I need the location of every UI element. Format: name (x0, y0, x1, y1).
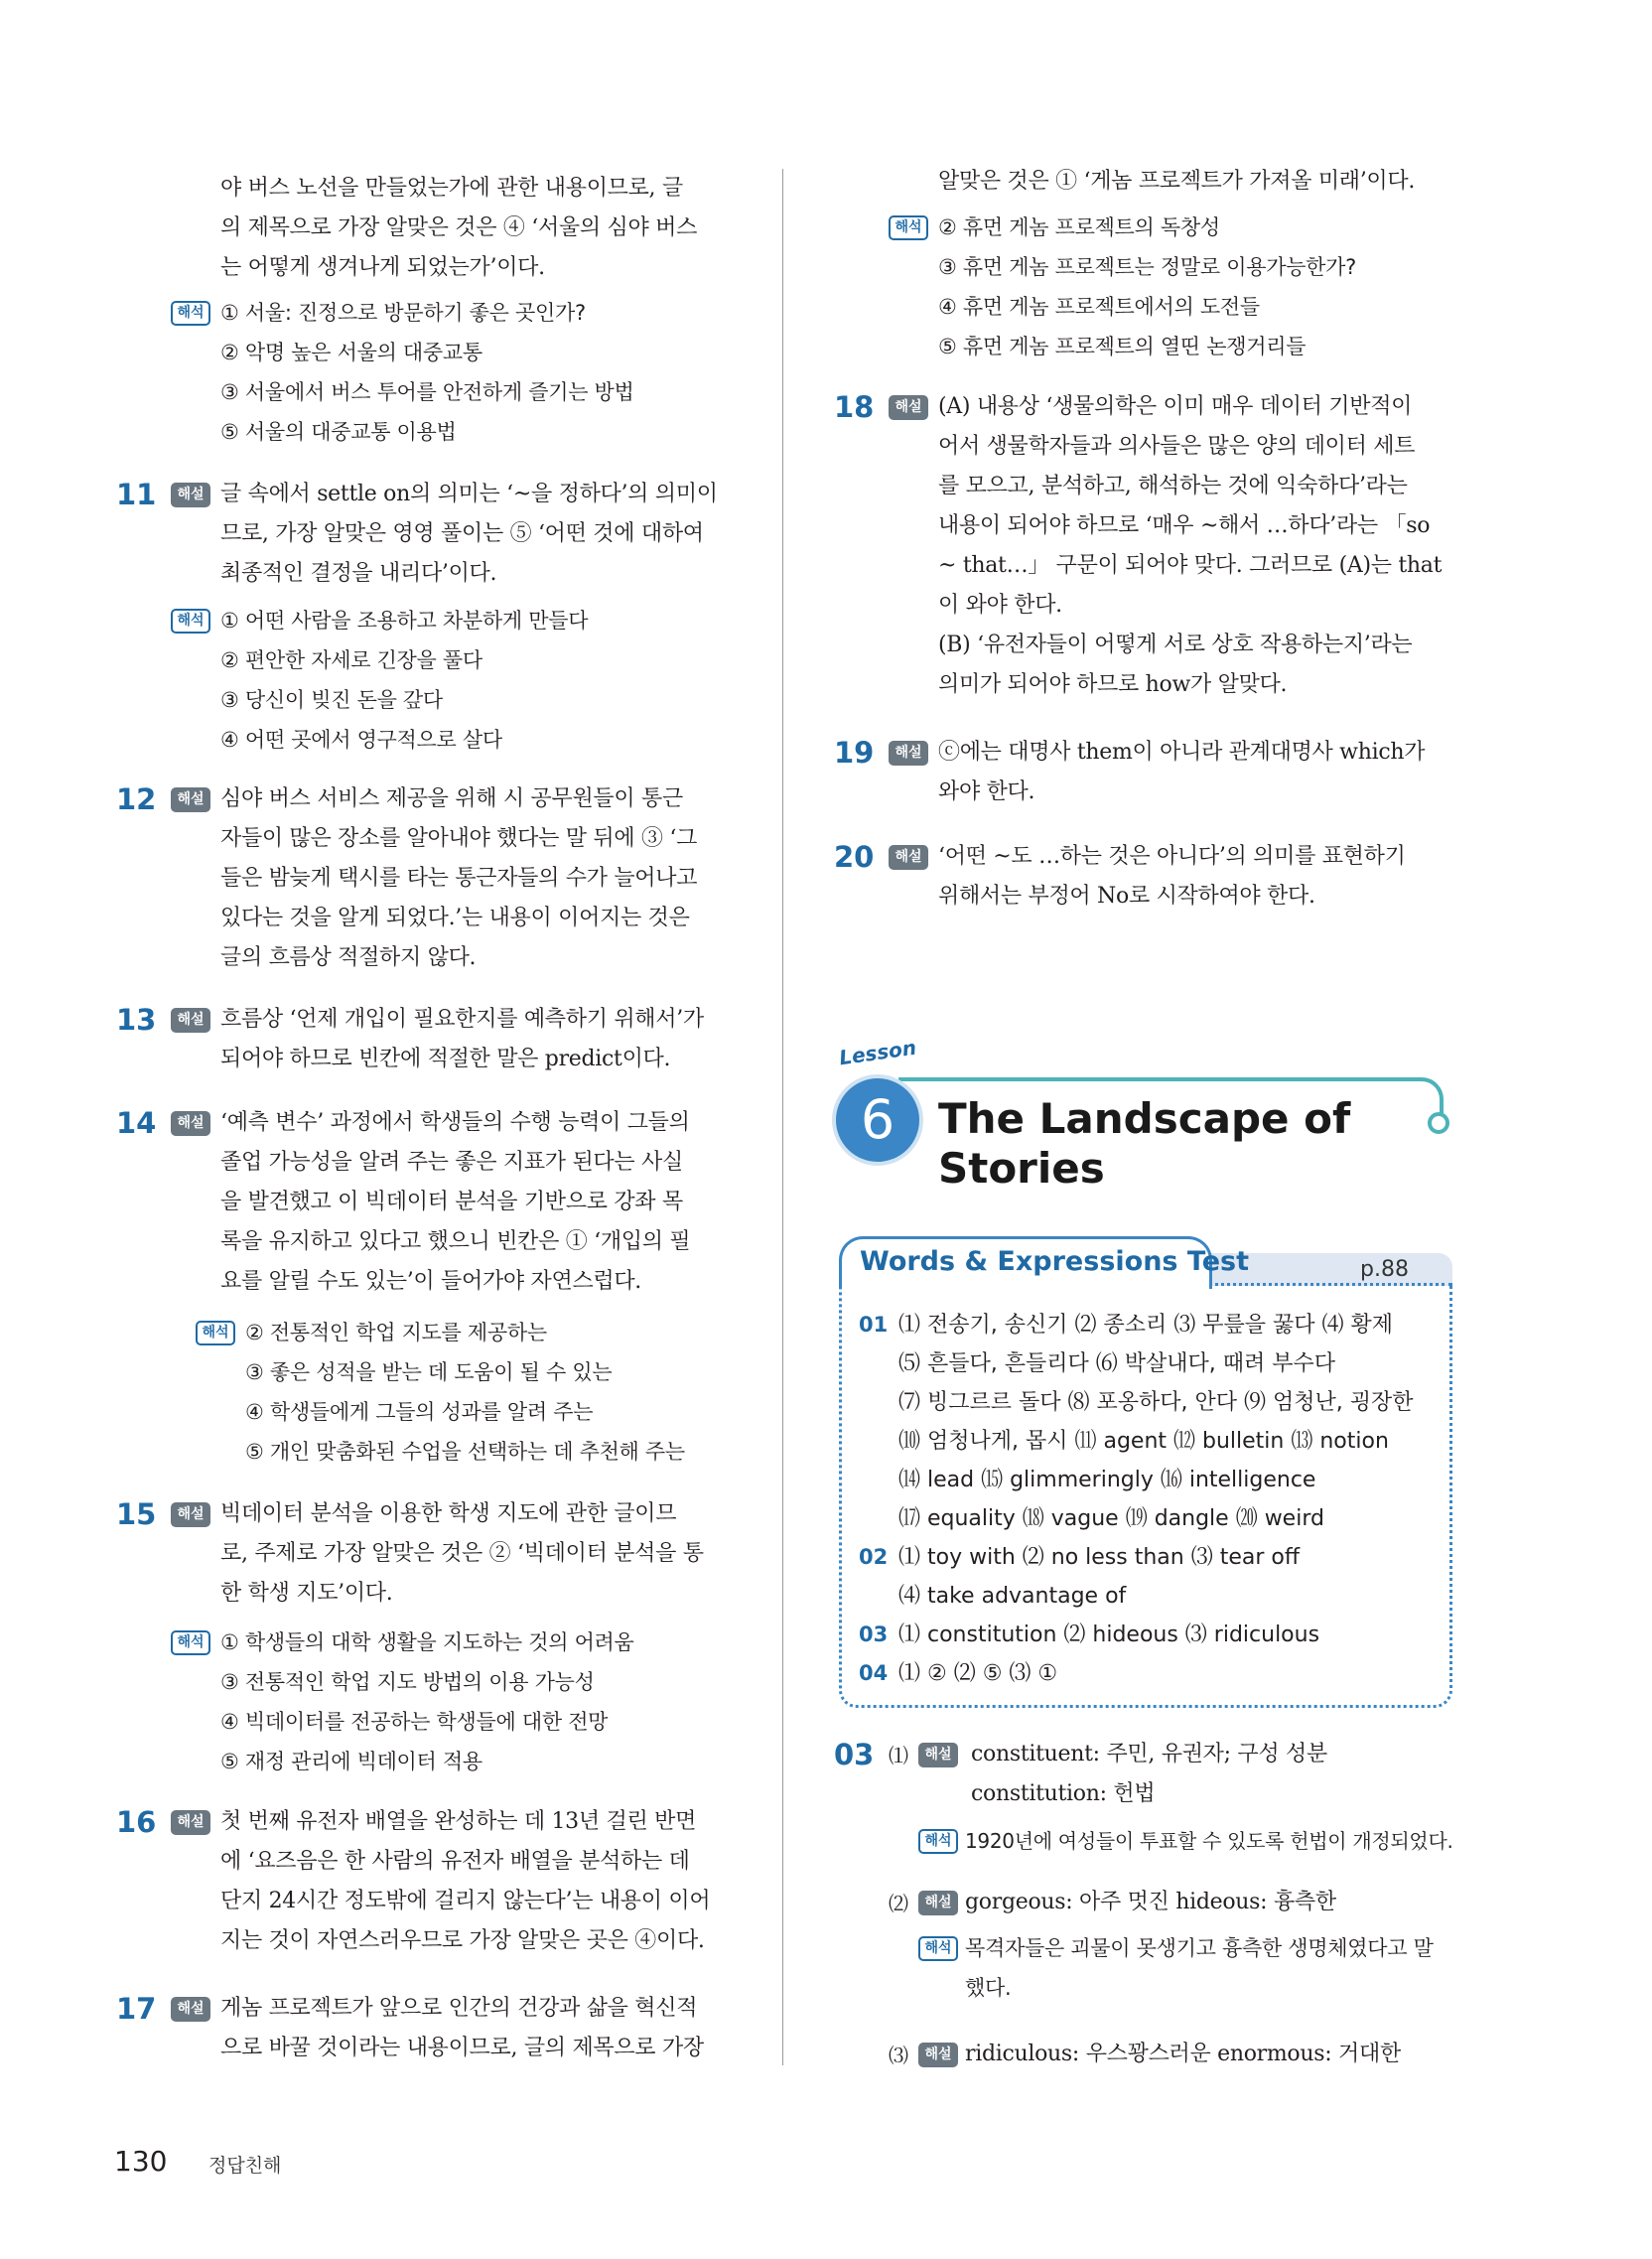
answer-line: ‘예측 변수’ 과정에서 학생들의 수행 능력이 그들의 (220, 1110, 690, 1135)
answer-line: gorgeous: 아주 멋진 hideous: 흉측한 (965, 1890, 1336, 1914)
words-test-row: ⑴ ② ⑵ ⑤ ⑶ ① (898, 1661, 1058, 1686)
question-number: 03 (834, 1738, 875, 1771)
explanation-tag: 해설 (171, 483, 210, 507)
question-number: 19 (834, 736, 875, 770)
translation-line: ① 어떤 사람을 조용하고 차분하게 만들다 (220, 609, 589, 633)
answer-line: 자들이 많은 장소를 알아내야 했다는 말 뒤에 ③ ‘그 (220, 826, 698, 851)
answer-line: 와야 한다. (938, 779, 1035, 804)
sub-item-mark: ⑵ (889, 1892, 908, 1915)
translation-tag: 해석 (889, 215, 928, 240)
intro-line: 는 어떻게 생겨나게 되었는가’이다. (220, 255, 545, 280)
words-test-row: ⑺ 빙그르르 돌다 ⑻ 포옹하다, 안다 ⑼ 엄청난, 굉장한 (898, 1390, 1414, 1415)
translation-tag: 해석 (171, 301, 210, 326)
explanation-tag: 해설 (171, 1810, 210, 1835)
answer-line: 있다는 것을 알게 되었다.’는 내용이 이어지는 것은 (220, 906, 690, 930)
answer-line: 의미가 되어야 하므로 how가 알맞다. (938, 672, 1288, 697)
question-number: 20 (834, 840, 875, 874)
answer-line: 심야 버스 서비스 제공을 위해 시 공무원들이 통근 (220, 786, 683, 811)
answer-line: 을 발견했고 이 빅데이터 분석을 기반으로 강좌 목 (220, 1190, 683, 1214)
answer-line: 흐름상 ‘언제 개입이 필요한지를 예측하기 위해서’가 (220, 1007, 704, 1032)
translation-line: 했다. (965, 1976, 1012, 2000)
answer-line: 어서 생물학자들과 의사들은 많은 양의 데이터 세트 (938, 434, 1416, 459)
page-number: 130 (114, 2145, 168, 2178)
words-test-item-number: 02 (859, 1545, 889, 1569)
words-test-row: ⑴ 전송기, 송신기 ⑵ 종소리 ⑶ 무릎을 꿇다 ⑷ 황제 (898, 1313, 1393, 1338)
answer-line: 졸업 가능성을 알려 주는 좋은 지표가 된다는 사실 (220, 1150, 683, 1175)
question-number: 13 (116, 1003, 157, 1037)
answer-line: 단지 24시간 정도밖에 걸리지 않는다’는 내용이 이어 (220, 1889, 711, 1913)
answer-line: (B) ‘유전자들이 어떻게 서로 상호 작용하는지’라는 (938, 633, 1413, 657)
answer-line: constituent: 주민, 유권자; 구성 성분 (971, 1742, 1327, 1766)
answer-line: ‘어떤 ~도 …하는 것은 아니다’의 의미를 표현하기 (938, 844, 1406, 869)
question-number: 12 (116, 782, 157, 816)
words-test-row: ⒄ equality ⒅ vague ⒆ dangle ⒇ weird (898, 1506, 1324, 1531)
words-test-page-ref: p.88 (1360, 1257, 1409, 1282)
words-test-row: ⒁ lead ⒂ glimmeringly ⒃ intelligence (898, 1468, 1316, 1492)
translation-tag: 해석 (171, 609, 210, 634)
explanation-tag: 해설 (889, 845, 928, 870)
translation-line: ③ 서울에서 버스 투어를 안전하게 즐기는 방법 (220, 380, 634, 404)
answer-line: 들은 밤늦게 택시를 타는 통근자들의 수가 늘어나고 (220, 866, 698, 891)
answer-line: 록을 유지하고 있다고 했으니 빈칸은 ① ‘개입의 필 (220, 1229, 691, 1254)
translation-line: ③ 전통적인 학업 지도 방법의 이용 가능성 (220, 1670, 595, 1694)
words-test-row: ⑴ toy with ⑵ no less than ⑶ tear off (898, 1545, 1300, 1570)
translation-line: ⑤ 휴먼 게놈 프로젝트의 열띤 논쟁거리들 (938, 335, 1307, 358)
explanation-tag: 해설 (889, 395, 928, 420)
answer-line: 한 학생 지도’이다. (220, 1581, 393, 1606)
translation-line: ⑤ 재정 관리에 빅데이터 적용 (220, 1750, 482, 1773)
explanation-tag: 해설 (918, 1743, 958, 1767)
translation-line: ③ 당신이 빚진 돈을 갚다 (220, 688, 443, 712)
answer-line: constitution: 헌법 (971, 1781, 1156, 1806)
translation-line: ② 악명 높은 서울의 대중교통 (220, 341, 482, 364)
lesson-title: The Landscape of (938, 1094, 1351, 1143)
explanation-tag: 해설 (171, 1502, 210, 1527)
answer-line: 첫 번째 유전자 배열을 완성하는 데 13년 걸린 반면 (220, 1809, 697, 1834)
question-number: 14 (116, 1106, 157, 1140)
translation-line: ① 서울: 진정으로 방문하기 좋은 곳인가? (220, 301, 586, 325)
translation-line: 1920년에 여성들이 투표할 수 있도록 헌법이 개정되었다. (965, 1829, 1453, 1853)
answer-line: 최종적인 결정을 내리다’이다. (220, 561, 497, 586)
words-test-item-number: 01 (859, 1313, 889, 1337)
translation-line: ③ 좋은 성적을 받는 데 도움이 될 수 있는 (245, 1360, 613, 1384)
footer-section-title: 정답친해 (208, 2155, 282, 2177)
words-test-row: ⑸ 흔들다, 흔들리다 ⑹ 박살내다, 때려 부수다 (898, 1351, 1335, 1376)
answer-line: 에 ‘요즈음은 한 사람의 유전자 배열을 분석하는 데 (220, 1849, 690, 1874)
answer-line: 내용이 되어야 하므로 ‘매우 ~해서 …하다’라는 「so (938, 513, 1431, 538)
translation-line: ④ 휴먼 게놈 프로젝트에서의 도전들 (938, 295, 1260, 319)
explanation-tag: 해설 (918, 1891, 958, 1915)
answer-line: ⓒ에는 대명사 them이 아니라 관계대명사 which가 (938, 740, 1426, 765)
answer-line: 게놈 프로젝트가 앞으로 인간의 건강과 삶을 혁신적 (220, 1996, 698, 2021)
words-test-item-number: 04 (859, 1661, 889, 1685)
question-number: 17 (116, 1992, 157, 2026)
question-number: 15 (116, 1497, 157, 1531)
translation-tag: 해석 (196, 1321, 235, 1345)
answer-line: 위해서는 부정어 No로 시작하여야 한다. (938, 884, 1315, 909)
answer-line: 글 속에서 settle on의 의미는 ‘~을 정하다’의 의미이 (220, 482, 718, 506)
translation-line: ⑤ 서울의 대중교통 이용법 (220, 420, 457, 444)
answer-line: 으로 바꿀 것이라는 내용이므로, 글의 제목으로 가장 (220, 2036, 704, 2060)
explanation-tag: 해설 (918, 2043, 958, 2067)
answer-line: 로, 주제로 가장 알맞은 것은 ② ‘빅데이터 분석을 통 (220, 1541, 704, 1566)
explanation-tag: 해설 (171, 1111, 210, 1136)
column-divider (782, 169, 783, 2065)
question-number: 16 (116, 1805, 157, 1839)
answer-line: (A) 내용상 ‘생물의학은 이미 매우 데이터 기반적이 (938, 394, 1413, 419)
translation-line: ② 휴먼 게놈 프로젝트의 독창성 (938, 215, 1220, 239)
translation-line: ⑤ 개인 맞춤화된 수업을 선택하는 데 추천해 주는 (245, 1440, 685, 1464)
translation-line: ④ 학생들에게 그들의 성과를 알려 주는 (245, 1400, 594, 1424)
answer-line: 이 와야 한다. (938, 593, 1062, 618)
intro-line: 야 버스 노선을 만들었는가에 관한 내용이므로, 글 (220, 176, 683, 201)
sub-item-mark: ⑶ (889, 2044, 908, 2067)
explanation-tag: 해설 (171, 787, 210, 812)
intro-line: 의 제목으로 가장 알맞은 것은 ④ ‘서울의 심야 버스 (220, 215, 698, 240)
explanation-tag: 해설 (171, 1008, 210, 1033)
answer-line: 요를 알릴 수도 있는’이 들어가야 자연스럽다. (220, 1269, 641, 1294)
translation-line: ① 학생들의 대학 생활을 지도하는 것의 어려움 (220, 1630, 634, 1654)
translation-line: 목격자들은 괴물이 못생기고 흉측한 생명체였다고 말 (965, 1936, 1434, 1960)
words-test-row: ⑷ take advantage of (898, 1584, 1127, 1609)
answer-line: 글의 흐름상 적절하지 않다. (220, 945, 477, 970)
answer-line: 므로, 가장 알맞은 영영 풀이는 ⑤ ‘어떤 것에 대하여 (220, 521, 704, 546)
translation-line: ④ 어떤 곳에서 영구적으로 살다 (220, 728, 502, 752)
translation-line: ② 전통적인 학업 지도를 제공하는 (245, 1321, 547, 1344)
translation-line: ③ 휴먼 게놈 프로젝트는 정말로 이용가능한가? (938, 255, 1356, 279)
question-number: 18 (834, 390, 875, 424)
translation-tag: 해석 (171, 1630, 210, 1655)
answer-line: ridiculous: 우스꽝스러운 enormous: 거대한 (965, 2042, 1401, 2066)
answer-line: 되어야 하므로 빈칸에 적절한 말은 predict이다. (220, 1047, 671, 1071)
translation-tag: 해석 (918, 1936, 958, 1961)
words-test-title: Words & Expressions Test (860, 1246, 1250, 1277)
answer-line: ~ that…」 구문이 되어야 맞다. 그러므로 (A)는 that (938, 553, 1443, 578)
translation-line: ④ 빅데이터를 전공하는 학생들에 대한 전망 (220, 1710, 609, 1734)
lesson-label: Lesson (837, 1035, 918, 1070)
explanation-tag: 해설 (889, 741, 928, 766)
lesson-header-dot (1428, 1112, 1449, 1134)
lesson-title: Stories (938, 1144, 1105, 1193)
sub-item-mark: ⑴ (889, 1744, 908, 1767)
words-test-row: ⑽ 엄청나게, 몹시 ⑾ agent ⑿ bulletin ⒀ notion (898, 1429, 1389, 1454)
words-test-item-number: 03 (859, 1623, 889, 1646)
translation-tag: 해석 (918, 1829, 958, 1854)
answer-line: 알맞은 것은 ① ‘게놈 프로젝트가 가져올 미래’이다. (938, 169, 1416, 194)
translation-line: ② 편안한 자세로 긴장을 풀다 (220, 648, 482, 672)
question-number: 11 (116, 478, 157, 511)
lesson-number-badge: 6 (832, 1074, 923, 1166)
words-test-row: ⑴ constitution ⑵ hideous ⑶ ridiculous (898, 1623, 1320, 1647)
explanation-tag: 해설 (171, 1997, 210, 2022)
answer-line: 지는 것이 자연스러우므로 가장 알맞은 곳은 ④이다. (220, 1928, 705, 1953)
answer-line: 를 모으고, 분석하고, 해석하는 것에 익숙하다’라는 (938, 474, 1408, 498)
answer-line: 빅데이터 분석을 이용한 학생 지도에 관한 글이므 (220, 1501, 677, 1526)
